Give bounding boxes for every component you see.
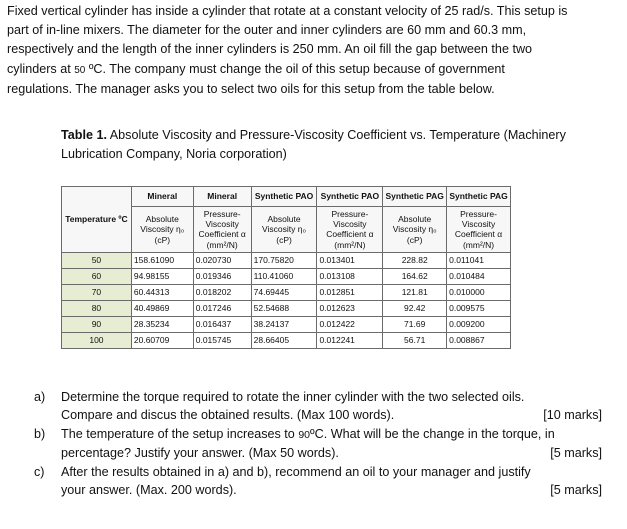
caption-line-2: Lubrication Company, Noria corporation) <box>61 147 287 162</box>
cell: 38.24137 <box>251 316 317 332</box>
cell: 0.012851 <box>317 284 383 300</box>
header-pao-1: Synthetic PAO <box>251 187 317 207</box>
cell: 0.009575 <box>447 300 511 316</box>
cell: 52.54688 <box>251 300 317 316</box>
cell: 60.44313 <box>131 284 193 300</box>
question-c-label: c) <box>34 464 45 479</box>
question-c-line-2-row <box>61 481 604 499</box>
table-row <box>62 284 511 300</box>
header-pao-2: Synthetic PAO <box>317 187 383 207</box>
cell: 0.013108 <box>317 268 383 284</box>
question-list <box>34 388 604 499</box>
subheader-pag-viscosity: Absolute Viscosity η₀ (cP) <box>383 207 447 253</box>
subheader-mineral-viscosity: Absolute Viscosity η₀ (cP) <box>131 207 193 253</box>
intro-line-1: Fixed vertical cylinder has inside a cylinder that rotate at a constant velocity of 25 rad/s. This setup is <box>7 4 568 18</box>
cell: 28.35234 <box>131 316 193 332</box>
cell: 158.61090 <box>131 252 193 268</box>
intro-line-4-end: ºC. The company must change the oil of this setup because of government <box>85 61 505 76</box>
cell: 0.009200 <box>447 316 511 332</box>
caption-label: Table 1. <box>61 128 107 142</box>
table-row <box>62 252 511 268</box>
subheader-pag-coefficient: Pressure-Viscosity Coefficient α (mm²/N) <box>447 207 511 253</box>
question-a-line-2-row <box>61 406 604 424</box>
cell: 0.010000 <box>447 284 511 300</box>
cell: 0.011041 <box>447 252 511 268</box>
cell: 92.42 <box>383 300 447 316</box>
question-a-marks: [10 marks] <box>543 408 602 423</box>
cell: 0.010484 <box>447 268 511 284</box>
cell-temperature: 60 <box>62 268 132 284</box>
cell: 0.015745 <box>193 332 251 348</box>
cell: 0.019346 <box>193 268 251 284</box>
header-pag-2: Synthetic PAG <box>447 187 511 207</box>
cell: 40.49869 <box>131 300 193 316</box>
header-mineral-2: Mineral <box>193 187 251 207</box>
question-b-line-1 <box>61 425 604 444</box>
cell: 28.66405 <box>251 332 317 348</box>
cell: 0.018202 <box>193 284 251 300</box>
cell: 74.69445 <box>251 284 317 300</box>
table-caption <box>61 126 601 164</box>
question-b-line-2: percentage? Justify your answer. (Max 50 words). <box>61 446 339 461</box>
cell: 121.81 <box>383 284 447 300</box>
cell: 0.017246 <box>193 300 251 316</box>
table-row <box>62 268 511 284</box>
cell: 0.008867 <box>447 332 511 348</box>
question-c-line-2: your answer. (Max. 200 words). <box>61 483 237 498</box>
intro-line-2: part of in-line mixers. The diameter for the outer and inner cylinders are 60 mm and 60.3 mm, <box>7 23 527 38</box>
problem-statement <box>7 2 617 99</box>
table-row <box>62 332 511 348</box>
header-pag-1: Synthetic PAG <box>383 187 447 207</box>
intro-line-3: respectively and the length of the inner cylinders is 250 mm. An oil fill the gap between the two <box>7 42 533 57</box>
question-b-label: b) <box>34 426 46 441</box>
header-temperature: Temperature ºC <box>62 187 132 253</box>
cell: 0.013401 <box>317 252 383 268</box>
cell-temperature: 100 <box>62 332 132 348</box>
question-c-line-1: After the results obtained in a) and b), recommend an oil to your manager and justify <box>61 464 531 479</box>
cell: 0.012623 <box>317 300 383 316</box>
viscosity-table <box>61 186 511 349</box>
cell-temperature: 80 <box>62 300 132 316</box>
cell-temperature: 50 <box>62 252 132 268</box>
cell: 228.82 <box>383 252 447 268</box>
cell: 94.98155 <box>131 268 193 284</box>
question-b <box>34 425 604 463</box>
subheader-pao-coefficient: Pressure-Viscosity Coefficient α (mm²/N) <box>317 207 383 253</box>
cell-temperature: 90 <box>62 316 132 332</box>
question-a-line-1: Determine the torque required to rotate the inner cylinder with the two selected oils. <box>61 390 525 404</box>
question-c <box>34 463 604 500</box>
question-b-marks: [5 marks] <box>550 446 602 461</box>
cell: 164.62 <box>383 268 447 284</box>
cell: 0.016437 <box>193 316 251 332</box>
question-b-line-1-end: ºC. What will be the change in the torque, in <box>310 426 555 441</box>
intro-line-5: regulations. The manager asks you to select two oils for this setup from the table below. <box>7 81 495 96</box>
intro-line-4-start: cylinders at <box>7 61 75 76</box>
cell: 110.41060 <box>251 268 317 284</box>
cell: 20.60709 <box>131 332 193 348</box>
cell: 0.012241 <box>317 332 383 348</box>
cell: 71.69 <box>383 316 447 332</box>
question-c-marks: [5 marks] <box>550 483 602 498</box>
cell: 0.020730 <box>193 252 251 268</box>
cell: 0.012422 <box>317 316 383 332</box>
question-a-label: a) <box>34 390 46 404</box>
subheader-mineral-coefficient: Pressure-Viscosity Coefficient α (mm²/N) <box>193 207 251 253</box>
question-b-line-2-row <box>61 444 604 462</box>
question-b-line-1-start: The temperature of the setup increases to <box>61 426 299 441</box>
header-mineral-1: Mineral <box>131 187 193 207</box>
question-b-temperature: 90 <box>298 428 311 441</box>
caption-title: Absolute Viscosity and Pressure-Viscosity Coefficient vs. Temperature (Machinery <box>106 128 566 142</box>
subheader-pao-viscosity: Absolute Viscosity η₀ (cP) <box>251 207 317 253</box>
question-a-line-2: Compare and discus the obtained results. (Max 100 words). <box>61 408 395 423</box>
intro-temperature: 50 <box>74 64 86 76</box>
intro-line-4 <box>7 60 617 80</box>
question-a <box>34 388 604 425</box>
table-header-row <box>62 187 511 207</box>
table-row <box>62 300 511 316</box>
caption-line-1 <box>61 126 601 145</box>
cell-temperature: 70 <box>62 284 132 300</box>
table-row <box>62 316 511 332</box>
cell: 56.71 <box>383 332 447 348</box>
cell: 170.75820 <box>251 252 317 268</box>
